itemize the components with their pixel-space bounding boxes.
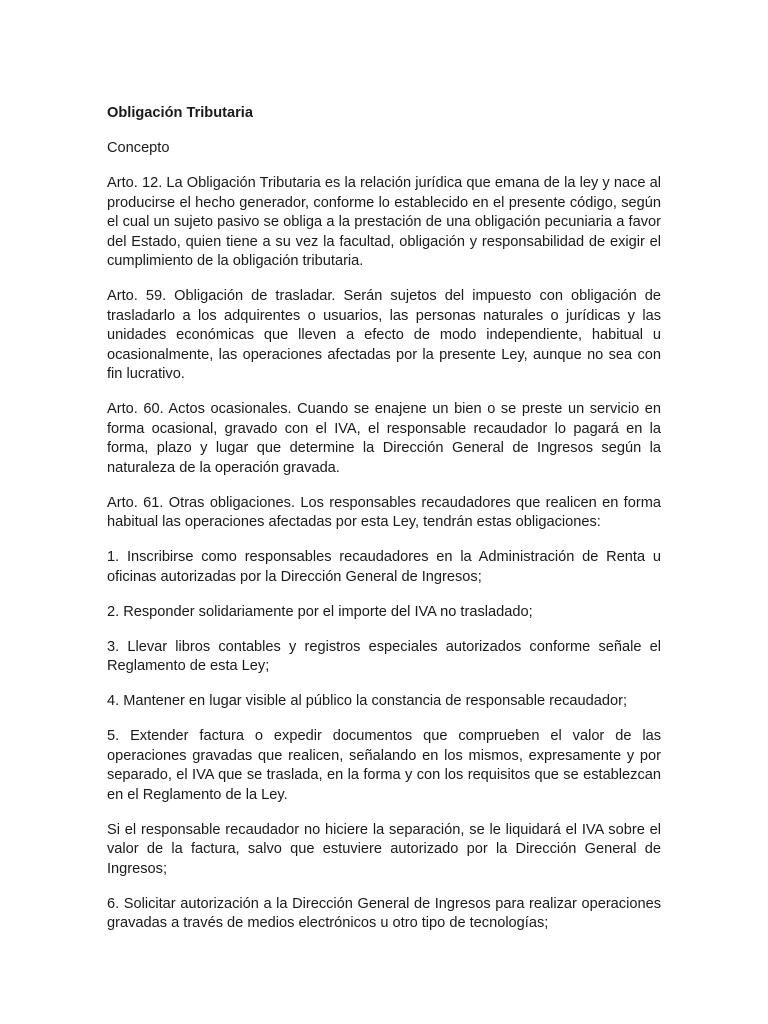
list-item-6: 6. Solicitar autorización a la Dirección General de Ingresos para realizar operaciones gravadas a través de medios electrónicos u otro tipo de tecnologías; <box>107 895 661 931</box>
list-item-3: 3. Llevar libros contables y registros especiales autorizados conforme señale el Reglamento de esta Ley; <box>107 638 661 674</box>
document-subtitle: Concepto <box>107 140 170 156</box>
paragraph-arto-61: Arto. 61. Otras obligaciones. Los responsables recaudadores que realicen en forma habitual las operaciones afectadas por esta Ley, tendrán estas obligaciones: <box>107 494 661 530</box>
list-item-1: 1. Inscribirse como responsables recaudadores en la Administración de Renta u oficinas autorizadas por la Dirección General de Ingresos; <box>107 549 661 585</box>
paragraph-separation-note: Si el responsable recaudador no hiciere la separación, se le liquidará el IVA sobre el valor de la factura, salvo que estuviere autorizado por la Dirección General de Ingresos; <box>107 821 661 877</box>
list-item-2: 2. Responder solidariamente por el importe del IVA no trasladado; <box>107 603 533 620</box>
paragraph-arto-12: Arto. 12. La Obligación Tributaria es la relación jurídica que emana de la ley y nace al producirse el hecho generador, conforme lo establecido en el presente código, según el cual un sujeto pasivo se obliga a la prestación de una obligación pecuniaria a favor del Estado, quien tiene a su vez la facultad, obligación y responsabilidad de exigir el cumplimiento de la obligación tributaria. <box>107 175 661 269</box>
list-item-4: 4. Mantener en lugar visible al público la constancia de responsable recaudador; <box>107 693 628 709</box>
list-item-5: 5. Extender factura o expedir documentos que comprueben el valor de las operaciones gravadas que realicen, señalando en los mismos, expresamente y por separado, el IVA que se traslada, en la forma y con los requisitos que se establezcan en el Reglamento de la Ley. <box>107 728 661 803</box>
paragraph-arto-59: Arto. 59. Obligación de trasladar. Serán sujetos del impuesto con obligación de trasladarlo a los adquirentes o usuarios, las personas naturales o jurídicas y las unidades económicas que lleven a efecto de modo independiente, habitual u ocasionalmente, las operaciones afectadas por la presente Ley, aunque no sea con fin lucrativo. <box>107 288 661 382</box>
paragraph-arto-60: Arto. 60. Actos ocasionales. Cuando se enajene un bien o se preste un servicio en forma ocasional, gravado con el IVA, el responsable recaudador lo pagará en la forma, plazo y lugar que determine la Dirección General de Ingresos según la naturaleza de la operación gravada. <box>107 401 661 476</box>
document-page <box>107 104 661 949</box>
document-title: Obligación Tributaria <box>107 105 253 121</box>
